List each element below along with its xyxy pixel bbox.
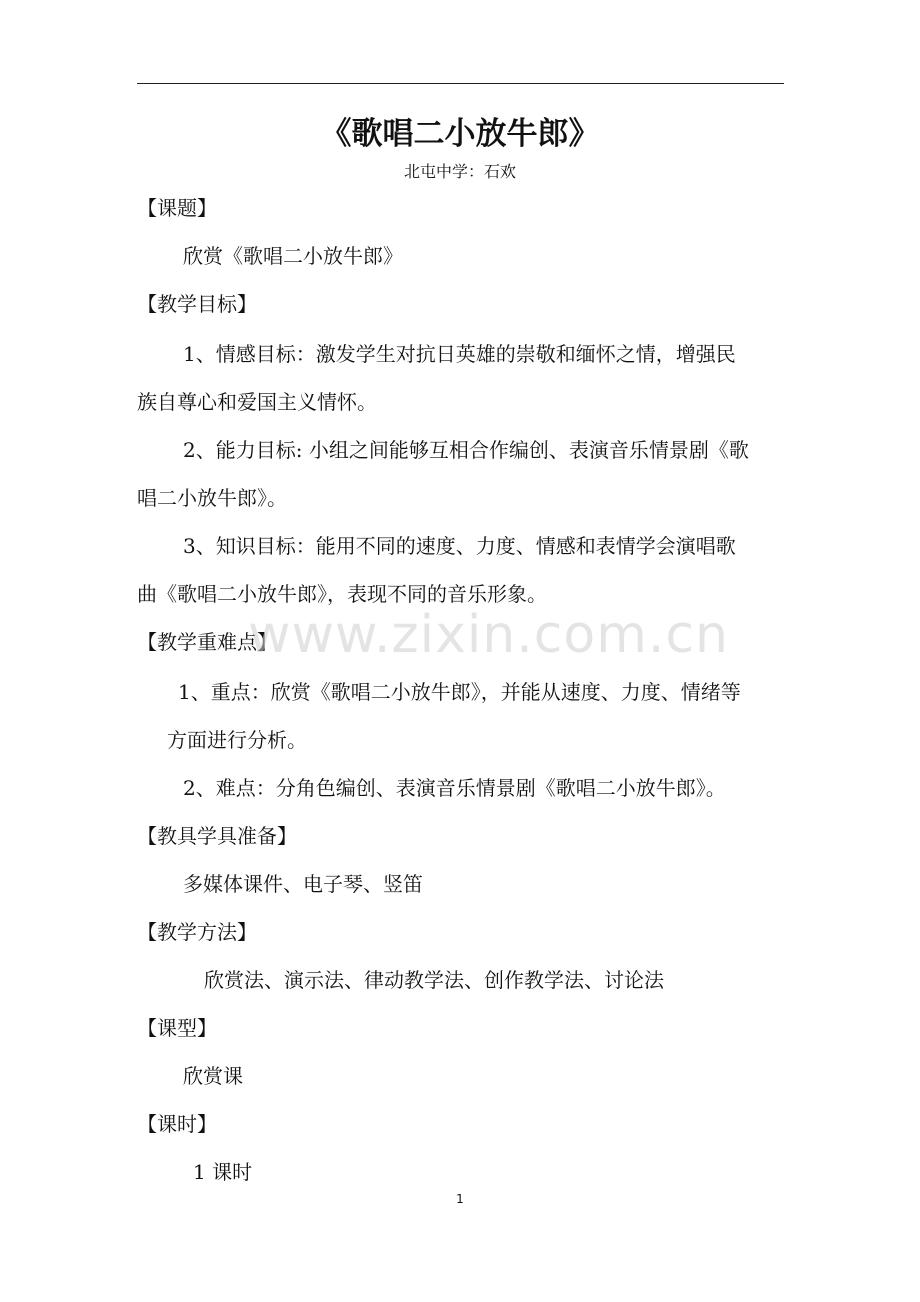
page-number: 1 — [456, 1192, 464, 1206]
document-title: 《歌唱二小放牛郎》 — [320, 116, 600, 152]
section-heading-key-points: 【教学重难点】 — [137, 630, 277, 654]
section-heading-topic: 【课题】 — [137, 196, 217, 220]
objective-1-line-2: 族自尊心和爱国主义情怀。 — [137, 390, 377, 414]
section-heading-objectives: 【教学目标】 — [137, 292, 257, 316]
difficult-point-line: 2、难点：分角色编创、表演音乐情景剧《歌唱二小放牛郎》。 — [183, 776, 726, 800]
topic-text: 欣赏《歌唱二小放牛郎》 — [183, 244, 403, 268]
key-point-line-1: 1、重点：欣赏《歌唱二小放牛郎》，并能从速度、力度、情绪等 — [178, 680, 741, 704]
objective-3-line-2: 曲《歌唱二小放牛郎》，表现不同的音乐形象。 — [137, 582, 547, 606]
header-rule — [137, 83, 784, 84]
section-heading-methods: 【教学方法】 — [137, 920, 257, 944]
section-heading-lesson-type: 【课型】 — [137, 1016, 217, 1040]
class-hours-text: 1 课时 — [193, 1160, 253, 1184]
section-heading-materials: 【教具学具准备】 — [137, 824, 297, 848]
objective-2-line-2: 唱二小放牛郎》。 — [137, 486, 287, 510]
watermark: www.zixin.com.cn — [248, 605, 729, 665]
objective-3-line-1: 3、知识目标：能用不同的速度、力度、情感和表情学会演唱歌 — [183, 534, 736, 558]
materials-text: 多媒体课件、电子琴、竖笛 — [183, 872, 423, 896]
author-line: 北屯中学：石欢 — [403, 162, 516, 181]
objective-1-line-1: 1、情感目标：激发学生对抗日英雄的崇敬和缅怀之情，增强民 — [183, 342, 736, 366]
section-heading-class-hours: 【课时】 — [137, 1112, 217, 1136]
methods-text: 欣赏法、演示法、律动教学法、创作教学法、讨论法 — [204, 968, 664, 992]
lesson-type-text: 欣赏课 — [183, 1064, 243, 1088]
objective-2-line-1: 2、能力目标: 小组之间能够互相合作编创、表演音乐情景剧《歌 — [183, 438, 749, 462]
key-point-line-2: 方面进行分析。 — [167, 728, 307, 752]
